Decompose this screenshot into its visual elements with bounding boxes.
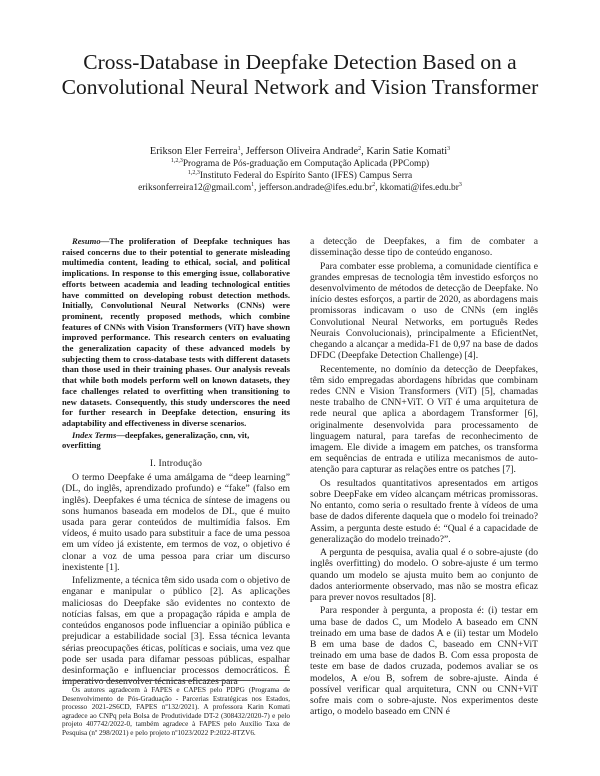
index-terms-lead: Index Terms [72, 429, 117, 440]
email-sup: 2 [372, 182, 376, 188]
left-column [62, 236, 290, 690]
right-column [310, 236, 538, 720]
paragraph: Recentemente, no domínio da detecção de Deepfakes, têm sido empregadas abordagens híbridas que combinam redes CNN e Vision Transformers (ViT) [5], chamadas neste trabalho de CNN+ViT. O ViT é uma arquitetura de rede neural que aplica a abordagem Transformer [6], originalmente desenvolvida para processamento de linguagem natural, para tarefas de reconhecimento de imagem. Ele divide a imagem em patches, os transforma em sequências de entrada e utiliza mecanismos de auto-atenção para capturar as relações entre os patches [7]. [310, 363, 538, 476]
paragraph: Para responder à pergunta, a proposta é: (i) testar em uma base de dados C, um Modelo A baseado em CNN treinado em uma base de dados A e (ii) testar um Modelo B em uma base de dados C, baseado em CNN+ViT treinado em uma base de dados B. Com essa proposta de teste em base de dados cruzada, podemos avaliar se os modelos, A e/ou B, sofrem de sobre-ajuste. Ainda é possível verificar qual arquitetura, CNN ou CNN+ViT sofre mais com o sobre-ajuste. Nos experimentos deste artigo, o modelo baseado em CNN é [310, 605, 538, 718]
abstract [62, 236, 290, 429]
paragraph: Os resultados quantitativos apresentados em artigos sobre DeepFake em vídeo alcançam métricas promissoras. No entanto, como seria o resultado frente à vídeos de uma base de dados diferente daquela que o modelo foi treinado? Assim, a pergunta deste estudo é: “Qual é a capacidade de generalização do modelo treinado?”. [310, 477, 538, 545]
author-sup: 2 [358, 146, 362, 152]
paragraph: O termo Deepfake é uma amálgama de “deep learning” (DL, do inglês, aprendizado profundo) e “fake” (falso em inglês). Deepfakes é uma técnica de síntese de imagens ou sons humanos baseada em modelos de DL, que é muito usada para gerar conteúdos de multimídia falsos. Em vídeos, é muito usado para substituir a face de uma pessoa em um vídeo já existente, em termos de voz, o objetivo é clonar a voz de uma pessoa para criar um discurso inexistente [1]. [62, 472, 290, 573]
paper-title: Cross-Database in Deepfake Detection Based on a Convolutional Neural Network and Vision Transformer [61, 50, 539, 99]
author-name: Jefferson Oliveira Andrade [245, 146, 359, 157]
email: kkomati@ifes.edu.br [379, 183, 459, 193]
paragraph: a detecção de Deepfakes, a fim de combater a disseminação desse tipo de conteúdo enganoso. [310, 236, 538, 259]
affiliation-text: Instituto Federal do Espírito Santo (IFES) Campus Serra [199, 171, 413, 181]
author-name: Erikson Eler Ferreira [149, 146, 238, 157]
email: jefferson.andrade@ifes.edu.br [258, 183, 373, 193]
paragraph: Infelizmente, a técnica têm sido usada com o objetivo de enganar e manipular o público [2]. As aplicações maliciosas do Deepfake são evidentes no contexto de notícias falsas, em que a propagação rápida e ampla de conteúdos enganosos pode influenciar a opinião pública e prejudicar a estabilidade social [3]. Essa técnica levanta sérias preocupações éticas, políticas e sociais, uma vez que pode ser usada para difamar pessoas públicas, espalhar desinformação e influenciar processos democráticos. É imperativo desenvolver técnicas eficazes para [62, 575, 290, 688]
index-terms [62, 430, 290, 451]
author-sup: 3 [447, 146, 451, 152]
email-sup: 1 [251, 182, 255, 188]
paragraph: Para combater esse problema, a comunidade científica e grandes empresas de tecnologia têm investido esforços no desenvolvimento de métodos de detecção de Deepfake. No início destes esforços, a partir de 2020, as abordagens mais promissoras indicavam o uso de CNNs (em inglês Convolutional Neural Networks, em português Redes Neurais Convolucionais), principalmente a EficientNet, chegando a alcançar a medida-F1 de 0,97 na base de dados DFDC (Deepfake Detection Challenge) [4]. [310, 260, 538, 362]
index-terms-text: —deepfakes, generalização, cnn, vit, overfitting [62, 429, 250, 451]
paragraph: A pergunta de pesquisa, avalia qual é o sobre-ajuste (do inglês overfitting) do modelo. O sobre-ajuste é um termo quando um modelo se ajusta muito bem ao conjunto de dados anteriormente observado, mas não se mostra eficaz para prever novos resultados [8]. [310, 547, 538, 604]
footnote-rule [62, 680, 290, 681]
email-sup: 3 [458, 182, 462, 188]
email: eriksonferreira12@gmail.com [138, 183, 252, 193]
author-name: Karin Satie Komati [366, 146, 448, 157]
abstract-lead: Resumo [72, 236, 101, 246]
affiliation-institute [60, 170, 540, 182]
footnote: Os autores agradecem à FAPES e CAPES pelo PDPG (Programa de Desenvolvimento de Pós-Graduação - Parcerias Estratégicas nos Estados, processo 2021-2S6CD, FAPES nº132/2021). A professora Karin Komati agradece ao CNPq pela Bolsa de Produtividade DT-2 (308432/2020-7) e pelo projeto 407742/2022-0, também agradece à FAPES pelo Auxílio Taxa de Pesquisa (nº 298/2021) e pelo projeto nº1023/2022 P:2022-8TZV6. [62, 686, 290, 737]
author-list: Erikson Eler Ferreira$^1$, Jefferson Oliveira Andrade$^2$, Karin Satie Komati$^3$ [149, 146, 451, 157]
affiliation-program [60, 158, 540, 170]
author-sup: 1 [237, 146, 241, 152]
affiliation-text: Programa de Pós-graduação em Computação Aplicada (PPComp) [182, 159, 430, 169]
affiliation-sup: 1,2,3 [170, 158, 183, 164]
email-list: eriksonferreira12@gmail.com$^1$, $jefferson.andrade@ifes.edu.br^2$, $kkomati@ifes.edu.br^3$ [138, 182, 462, 193]
affiliation-sup: 1,2,3 [187, 170, 200, 176]
abstract-text: —The proliferation of Deepfake techniques has raised concerns due to their potential to generate misleading multimedia content, leading to ethical, social, and political implications. In response to this emerging issue, collaborative efforts between academia and leading technological entities have committed on developing robust detection methods. Initially, Convolutional Neural Networks (CNNs) were prominent, recently proposed methods, which combine features of CNNs with Vision Transformers (ViT) have shown improved performance. This research centers on evaluating the generalization capacity of these advanced models by subjecting them to cross-database tests with different datasets than those used in their training phases. Our analysis reveals that while both models perform well on known datasets, they face challenges related to overfitting when transitioning to new datasets. Consequently, this study underscores the need for further research in Deepfake detection, ensuring its adaptability and effectiveness in diverse scenarios. [62, 236, 290, 428]
section-heading-introduction: I. Introdução [149, 458, 203, 470]
